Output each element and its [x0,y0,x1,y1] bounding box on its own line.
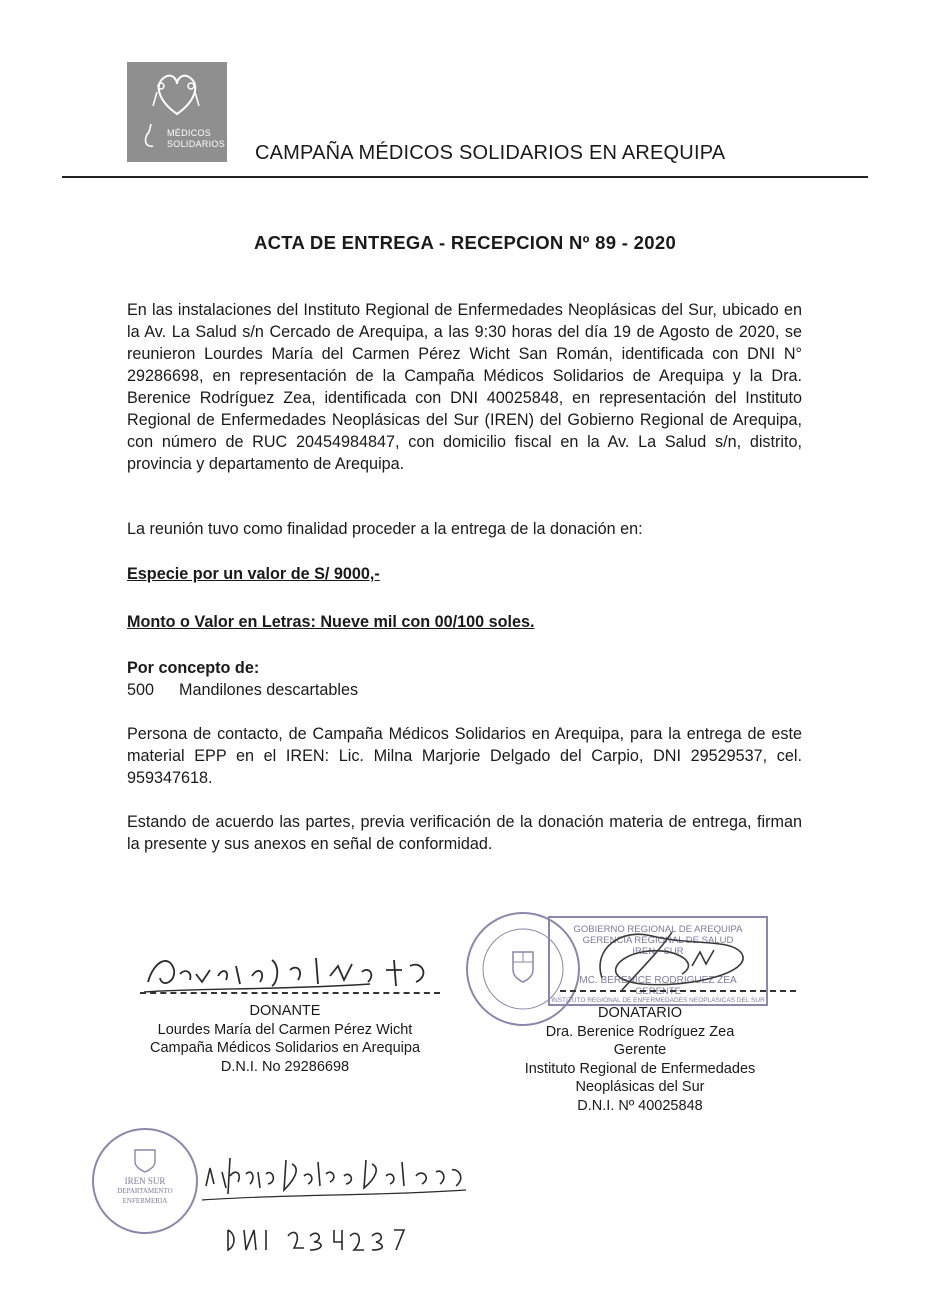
donor-org: Campaña Médicos Solidarios en Arequipa [149,1040,421,1056]
donor-signature [140,930,450,1000]
recipient-block [500,1004,780,1115]
header-divider [62,176,868,178]
donor-dni: D.N.I. No 29286698 [220,1058,350,1075]
recipient-org-1: Instituto Regional de Enfermedades [524,1060,756,1077]
item-description: Mandilones descartables [179,681,359,699]
contact-paragraph: Persona de contacto, de Campaña Médicos Solidarios en Arequipa, para la entrega de este material EPP en el IREN: Lic. Milna Marjorie Delgado del Carpio, DNI 29529537, cel. 959347618. [127,725,802,787]
donor-signature-scribble [140,930,450,1000]
stamp-footer: INSTITUTO REGIONAL DE ENFERMEDADES NEOPLASICAS DEL SUR [551,997,765,1004]
logo-text-solidarios: SOLIDARIOS [167,139,226,149]
intro-paragraph: En las instalaciones del Instituto Regional de Enfermedades Neoplásicas del Sur, ubicado en la Av. La Salud s/n Cercado de Arequipa, a las 9:30 horas del día 19 de Agosto de 2020, se reunieron Lourdes María del Carmen Pérez Wicht San Román, identificada con DNI N° 29286698, en representación de la Campaña Médicos Solidarios de Arequipa y la Dra. Berenice Rodríguez Zea, identificada con DNI 40025848, en representación del Instituto Regional de Enfermedades Neoplásicas del Sur (IREN) del Gobierno Regional de Arequipa, con número de RUC 20454984847, con domicilio fiscal en la Av. La Salud s/n, distrito, provincia y departamento de Arequipa. [127,301,802,473]
stamp-line-3: IREN - SUR [632,946,684,957]
stamp-line-2: GERENCIA REGIONAL DE SALUD [582,935,734,946]
recipient-signature [582,918,752,998]
header-title: CAMPAÑA MÉDICOS SOLIDARIOS EN AREQUIPA [255,142,726,164]
contact-handwriting [200,1138,480,1260]
amount-in-letters: Monto o Valor en Letras: Nueve mil con 00/100 soles. [127,613,535,631]
recipient-role: DONATARIO [597,1005,683,1021]
concept-label: Por concepto de: [127,659,260,677]
recipient-signature-scribble [582,918,752,998]
logo-text-medicos: MÉDICOS [167,128,212,138]
stamp-role: GERENTE [635,986,681,997]
donor-name: Lourdes María del Carmen Pérez Wicht [157,1021,413,1038]
purpose-text: La reunión tuvo como finalidad proceder a la entrega de la donación en: [127,520,643,538]
document-title: ACTA DE ENTREGA - RECEPCION Nº 89 - 2020 [253,232,677,253]
recipient-name: Dra. Berenice Rodríguez Zea [545,1023,735,1040]
medicos-solidarios-logo [127,62,227,162]
value-line: Especie por un valor de S/ 9000,- [127,565,380,583]
recipient-dni: D.N.I. Nº 40025848 [577,1097,703,1114]
recipient-position: Gerente [613,1042,667,1058]
donor-block [120,1002,450,1076]
recipient-org-2: Neoplásicas del Sur [575,1079,705,1095]
recipient-signature-line [560,990,796,992]
contact-signature-scribble [200,1138,480,1260]
item-row [127,679,802,701]
nursing-stamp-line-3: ENFERMERIA [122,1197,168,1205]
nursing-shield-icon [130,1148,160,1174]
iren-nursing-stamp [92,1128,198,1234]
stamp-line-1: GOBIERNO REGIONAL DE AREQUIPA [573,924,743,935]
donor-role: DONANTE [249,1003,321,1019]
item-quantity: 500 [127,681,155,699]
nursing-stamp-line-1: IREN SUR [124,1176,166,1186]
closing-paragraph: Estando de acuerdo las partes, previa verificación de la donación materia de entrega, firman la presente y sus anexos en señal de conformidad. [127,813,802,853]
donor-signature-line [140,992,440,994]
nursing-stamp-line-2: DEPARTAMENTO [117,1187,173,1195]
stamp-name: MC. BERENICE RODRIGUEZ ZEA [579,975,737,986]
